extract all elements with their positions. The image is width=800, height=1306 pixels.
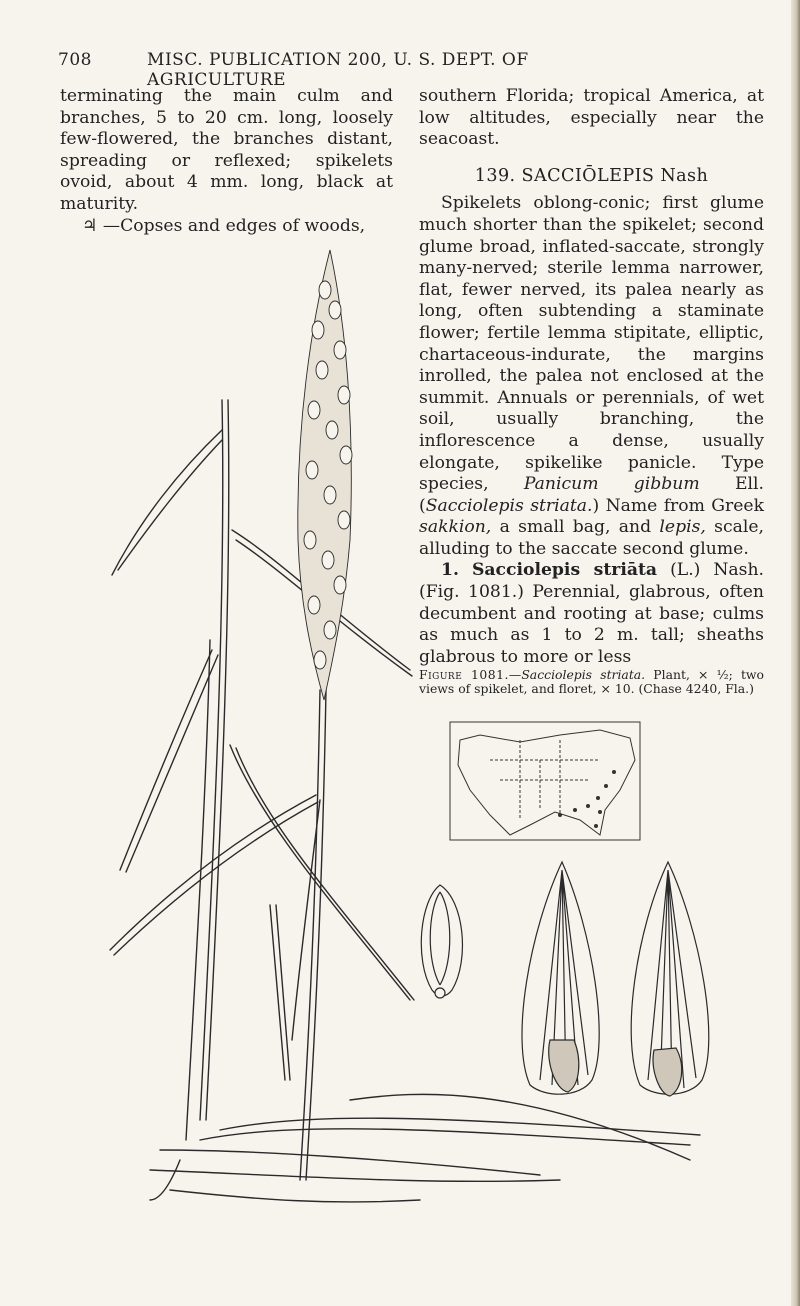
right-column	[419, 86, 764, 696]
figure-caption	[419, 668, 764, 696]
habitat-text: —Copses and edges of woods,	[102, 215, 366, 236]
figure-label: Figure 1081.	[419, 667, 509, 683]
perennial-symbol: ♃	[82, 215, 98, 236]
type-author: Ell. (	[419, 474, 765, 516]
etymology-2: a small bag, and	[491, 517, 660, 538]
species-author: (L.) Nash.	[657, 560, 765, 581]
running-title: MISC. PUBLICATION 200, U. S. DEPT. OF AGRICULTURE	[147, 50, 529, 90]
genus-description	[419, 193, 764, 560]
left-paragraph-text: terminating the main culm and branches, 5 to 20 cm. long, loosely few-flowered, the branches distant, spreading or reflexed; spikelets ovoid, about 4 mm. long, black at maturity.	[60, 86, 393, 214]
genus-name: SACCIŌLEPIS	[521, 165, 655, 186]
left-column	[60, 86, 393, 237]
species-name: Sacciolepis striāta	[471, 560, 658, 581]
greek-word: sakkion,	[419, 517, 492, 538]
etymology-1: ) Name from Greek	[592, 495, 764, 516]
genus-description-text: Spikelets oblong-conic; first glume much shorter than the spikelet; second glume broad, inflated-saccate, strongly many-nerved; sterile lemma narrower, flat, fewer nerved, its palea nearly as long, often subtending a staminate flower; fertile lemma stipitate, elliptic, chartaceous-indurate, the margins inrolled, the palea not enclosed at the summit. Annuals or perennials, of wet soil, usually branching, the inflorescence a dense, usually elongate, spikelike panicle. Type species,	[419, 193, 764, 495]
figure-dash: —	[508, 667, 522, 683]
genus-number: 139.	[474, 165, 516, 186]
type-synonym: Sacciolepis striata.	[425, 495, 593, 516]
species-description: (Fig. 1081.) Perennial, glabrous, often decumbent and rooting at base; culms as much as 1 to 2 m. tall; sheaths glabrous to more or less	[419, 582, 764, 667]
genus-heading	[419, 166, 764, 188]
habitat-line	[60, 216, 393, 238]
left-paragraph	[60, 86, 393, 216]
species-entry	[419, 560, 764, 668]
figure-text: Plant, × ½; two views of spikelet, and floret, × 10. (Chase 4240, Fla.)	[419, 667, 764, 697]
running-header	[58, 50, 668, 90]
type-species: Panicum gibbum	[523, 474, 700, 495]
genus-author: Nash	[660, 165, 709, 186]
etymology-3: scale, alluding to the saccate second glume.	[419, 517, 764, 559]
species-number: 1.	[441, 560, 459, 581]
greek-word-2: lepis,	[659, 517, 706, 538]
page-number: 708	[58, 50, 92, 70]
page-edge	[791, 0, 800, 1306]
figure-taxon: Sacciolepis striata.	[521, 667, 646, 683]
distribution-text: southern Florida; tropical America, at low altitudes, especially near the seacoast.	[419, 86, 764, 150]
